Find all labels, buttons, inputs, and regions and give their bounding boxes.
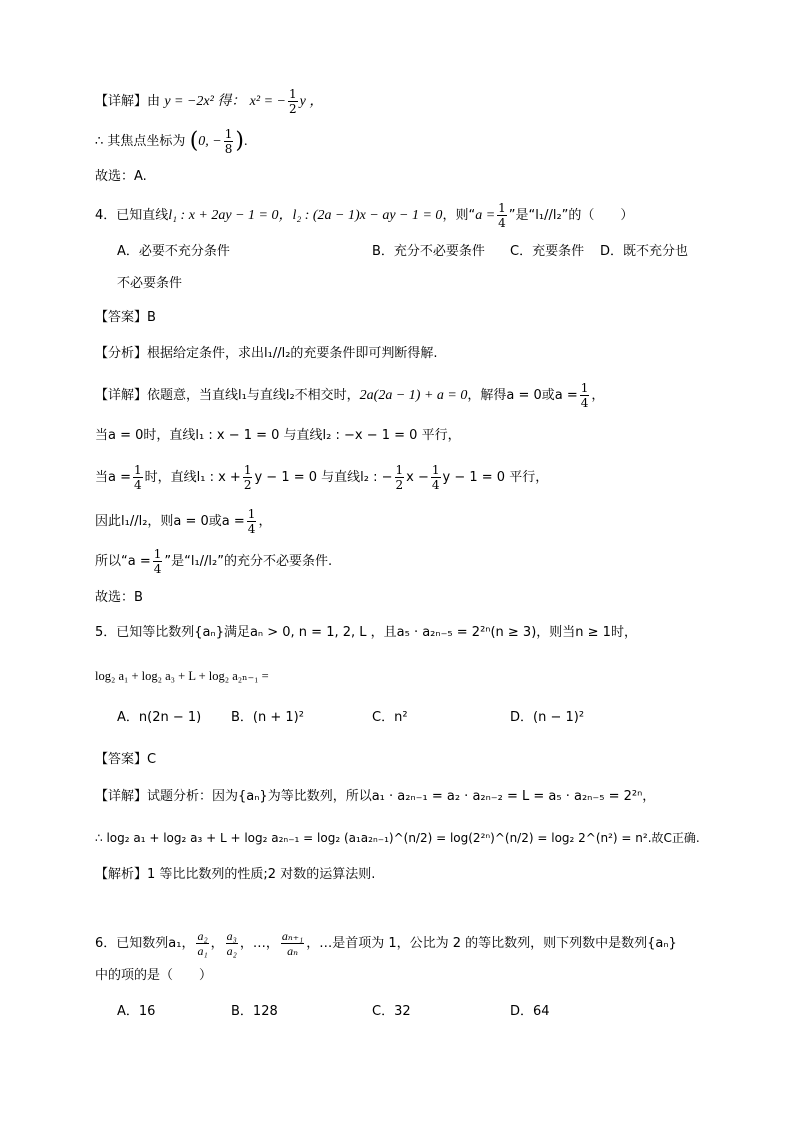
- focus-line: ∴ 其焦点坐标为 (0, − $\frac{1}{8}$ ).: [95, 127, 248, 156]
- stem-text: ”是“l₁//l₂”的（ ）: [508, 208, 634, 223]
- fraction: $\frac{\text{a₂}}{\text{a₁}}$: [197, 929, 208, 958]
- coordinate: 0, −: [198, 134, 222, 149]
- q4-option-b[interactable]: B．充分不必要条件: [372, 244, 485, 259]
- detail-text: x −: [406, 470, 429, 485]
- q4-detail-line-3: [95, 464, 548, 491]
- q4-detail-line-5: [95, 548, 332, 575]
- answer-tag: 【答案】: [95, 310, 148, 325]
- stem-text: 4．已知直线: [95, 208, 169, 223]
- detail-text: y − 1 = 0 与直线l₂ : −: [254, 470, 393, 485]
- question-5-expression: log₂ a₁ + log₂ a₃ + L + log₂ a₂ₙ₋₁ =: [95, 669, 269, 683]
- equation: 2a(2a − 1) + a = 0: [359, 388, 468, 403]
- analysis-text: 根据给定条件，求出l₁//l₂的充要条件即可判断得解.: [147, 346, 438, 361]
- q4-option-a[interactable]: A．必要不充分条件: [117, 244, 230, 259]
- answer-value: B: [147, 310, 156, 325]
- q5-option-c[interactable]: C．n²: [372, 710, 408, 725]
- q4-option-c[interactable]: C．充要条件: [510, 244, 585, 259]
- question-6-stem: 6．已知数列a₁， $\frac{\text{a₂}}{\text{a₁}}$ ， $\frac{\text{a₃}}{\text{a₂}}$ ，…， $\frac{\text{aₙ₊₁}}{\text{aₙ}}$ ，…是首项为 1，公比为 2 的等比数列，则下列数中是数列{aₙ}: [95, 929, 677, 958]
- detail-text: 因此l₁//l₂，则a = 0或a =: [95, 514, 245, 529]
- fraction: $\frac{1}{4}$: [580, 381, 589, 410]
- detail-text: 当a =: [95, 470, 131, 485]
- q6-option-c[interactable]: C．32: [372, 1004, 411, 1019]
- fraction: $\frac{\text{aₙ₊₁}}{\text{aₙ}}$: [281, 929, 304, 958]
- question-4-stem: [95, 202, 633, 229]
- q4-option-d[interactable]: D．既不充分也: [600, 244, 689, 259]
- q4-detail-line-4: 因此l₁//l₂，则a = 0或a = $\frac{1}{4}$ ，: [95, 507, 272, 536]
- parse-tag: 【解析】: [95, 867, 148, 882]
- q4-analysis-line: [95, 343, 438, 364]
- q6-option-a[interactable]: A．16: [117, 1004, 156, 1019]
- detail-text: 依题意，当直线l₁与直线l₂不相交时，: [147, 388, 360, 403]
- detail-text: ，解得a = 0或a =: [467, 388, 578, 403]
- detail-text: y − 1 = 0 平行，: [442, 470, 549, 485]
- equation: y = −2x² 得：: [164, 94, 246, 109]
- analysis-tag: 【分析】: [95, 346, 148, 361]
- detail-line-1: [95, 88, 323, 115]
- equation: x² = −: [249, 94, 286, 109]
- question-5-stem: 5．已知等比数列{aₙ}满足aₙ > 0, n = 1, 2, L ，且a₅ · a₂ₙ₋₅ = 2²ⁿ(n ≥ 3)，则当n ≥ 1时，: [95, 625, 637, 640]
- detail-tag: 【详解】: [95, 94, 148, 109]
- q5-parse-line: [95, 864, 375, 885]
- equation: l₁ : x + 2ay − 1 = 0，l₂ : (2a − 1)x − ay − 1 = 0: [168, 208, 443, 223]
- detail-text: 由: [147, 94, 161, 109]
- detail-text: ”是“l₁//l₂”的充分不必要条件.: [164, 554, 333, 569]
- fraction: $\frac{1}{4}$: [134, 463, 142, 492]
- q4-answer-line: [95, 307, 156, 328]
- q5-detail-line-1: [95, 786, 655, 807]
- equation: a =: [475, 208, 496, 223]
- detail-text: 时，直线l₁ : x +: [144, 470, 241, 485]
- parse-text: 1 等比比数列的性质;2 对数的运算法则.: [147, 867, 376, 882]
- q6-option-d[interactable]: D．64: [510, 1004, 550, 1019]
- fraction: $\frac{1}{4}$: [431, 463, 440, 492]
- q5-answer-line: [95, 749, 156, 770]
- q5-detail-line-2: ∴ log₂ a₁ + log₂ a₃ + L + log₂ a₂ₙ₋₁ = log₂ (a₁a₂ₙ₋₁)^(n/2) = log(2²ⁿ)^(n/2) = log₂ 2^(n²) = n².故C正确.: [95, 831, 700, 845]
- detail-tag: 【详解】: [95, 388, 148, 403]
- focus-text: ∴ 其焦点坐标为: [95, 134, 186, 149]
- stem-text: ，则“: [442, 208, 476, 223]
- fraction: $\frac{1}{2}$: [395, 463, 404, 492]
- fraction: $\frac{1}{8}$: [224, 127, 233, 156]
- stem-text: ，…是首项为 1，公比为 2 的等比数列，则下列数中是数列{aₙ}: [306, 936, 677, 951]
- detail-tag: 【详解】: [95, 789, 148, 804]
- q4-option-d-cont: 不必要条件: [117, 276, 183, 291]
- answer-tag: 【答案】: [95, 752, 148, 767]
- equation: y ，: [299, 94, 324, 109]
- detail-text: 所以“a =: [95, 554, 151, 569]
- choose-line: 故选：A.: [95, 169, 147, 184]
- stem-text: 6．已知数列a₁，: [95, 936, 195, 951]
- q5-option-b[interactable]: B．(n + 1)²: [231, 710, 304, 725]
- fraction: $\frac{1}{2}$: [243, 463, 252, 492]
- q5-option-d[interactable]: D．(n − 1)²: [510, 710, 585, 725]
- fraction: $\frac{\text{a₃}}{\text{a₂}}$: [226, 929, 237, 958]
- q4-detail-line-1: 【详解】依题意，当直线l₁与直线l₂不相交时，2a(2a − 1) + a = 0，解得a = 0或a = $\frac{1}{4}$ ，: [95, 381, 605, 410]
- q5-option-a[interactable]: A．n(2n − 1): [117, 710, 202, 725]
- fraction: $\frac{1}{4}$: [498, 201, 506, 230]
- question-6-stem-cont: 中的项的是（ ）: [95, 968, 213, 983]
- q4-choose-line: 故选：B: [95, 590, 143, 605]
- q4-detail-line-2: 当a = 0时，直线l₁ : x − 1 = 0 与直线l₂ : −x − 1 = 0 平行，: [95, 428, 461, 443]
- fraction: $\frac{1}{4}$: [247, 507, 256, 536]
- detail-text: 试题分析：因为{aₙ}为等比数列，所以a₁ · a₂ₙ₋₁ = a₂ · a₂ₙ₋₂ = L = a₅ · a₂ₙ₋₅ = 2²ⁿ，: [147, 789, 656, 804]
- fraction: $\frac{1}{2}$: [288, 87, 297, 116]
- q6-option-b[interactable]: B．128: [231, 1004, 278, 1019]
- answer-value: C: [147, 752, 157, 767]
- fraction: $\frac{1}{4}$: [153, 547, 162, 576]
